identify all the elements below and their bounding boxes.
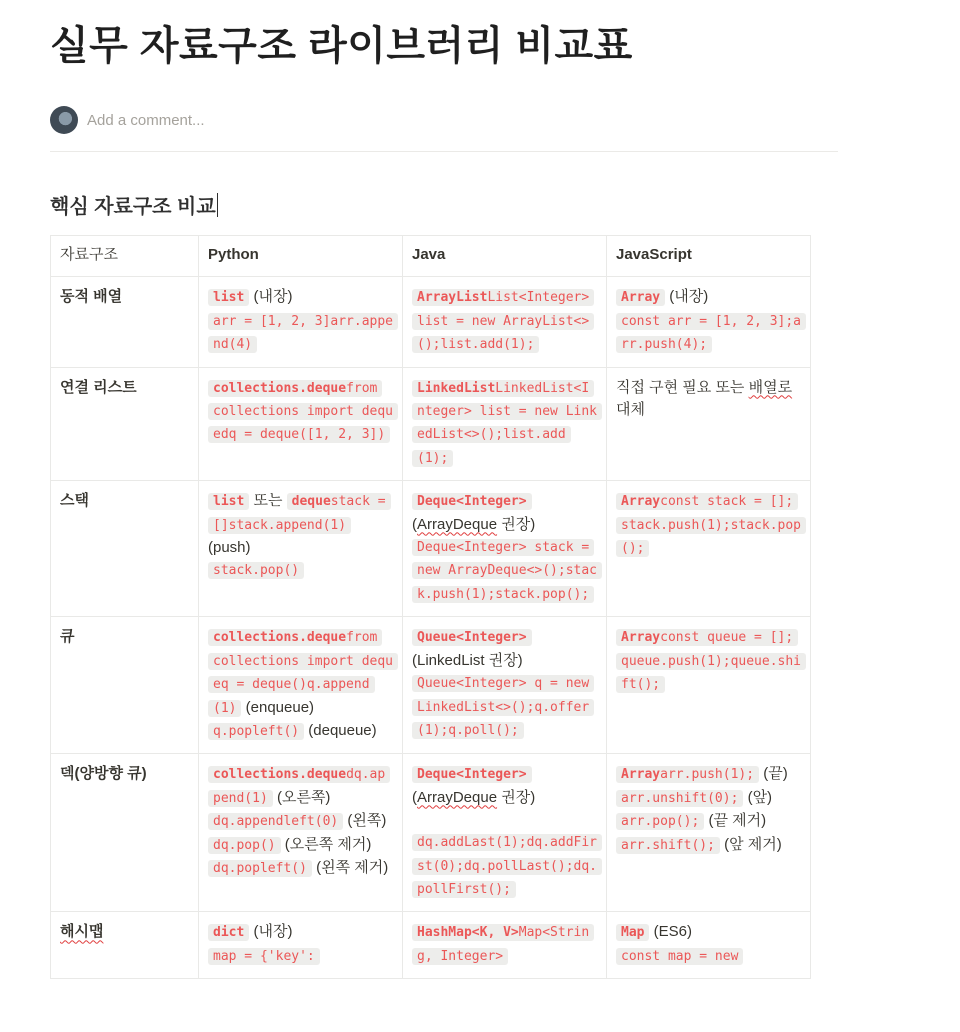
code-keyword-text: list bbox=[213, 290, 245, 306]
row-label[interactable]: 스택 bbox=[51, 481, 199, 617]
java-cell[interactable] bbox=[403, 481, 607, 617]
code-snippet: Deque<Integer> stack = new ArrayDeque<>();stack.push(1);stack.pop(); bbox=[412, 539, 602, 603]
code-keyword-text: Deque<Integer> bbox=[417, 767, 527, 783]
code-keyword-text: Array bbox=[621, 290, 661, 306]
cell-text: Map<String, Integer> bbox=[417, 925, 590, 964]
table-row bbox=[51, 277, 811, 367]
cell-text: (왼쪽) bbox=[343, 812, 387, 830]
cell-text: (앞) bbox=[743, 788, 773, 806]
code-snippet bbox=[616, 493, 806, 557]
cell-text: arr.push(1); bbox=[660, 767, 755, 783]
javascript-cell[interactable] bbox=[607, 481, 811, 617]
header-cell[interactable]: Python bbox=[199, 236, 403, 277]
header-cell[interactable]: Java bbox=[403, 236, 607, 277]
cell-text: (push) bbox=[208, 539, 251, 557]
cell-text: LinkedList<Integer> list = new LinkedList<>();list.add(1); bbox=[417, 380, 598, 466]
code-keyword bbox=[616, 289, 665, 306]
python-cell[interactable] bbox=[199, 481, 403, 617]
code-keyword-text: ArrayList bbox=[417, 290, 488, 306]
code-snippet bbox=[412, 380, 602, 467]
spellcheck-word: ArrayDeque bbox=[417, 515, 498, 533]
code-snippet: dq.popleft() bbox=[208, 860, 312, 877]
cell-text bbox=[412, 809, 597, 831]
row-label[interactable]: 큐 bbox=[51, 617, 199, 754]
cell-text: from collections import dequeq = deque()q.append(1) bbox=[213, 630, 394, 716]
cell-text: 또는 bbox=[249, 492, 287, 510]
java-cell[interactable] bbox=[403, 617, 607, 754]
python-cell[interactable] bbox=[199, 367, 403, 481]
table-row bbox=[51, 754, 811, 912]
code-snippet: Queue<Integer> q = new LinkedList<>();q.offer(1);q.poll(); bbox=[412, 675, 594, 739]
code-snippet: arr.pop(); bbox=[616, 813, 704, 830]
row-label[interactable]: 동적 배열 bbox=[51, 277, 199, 367]
spellcheck-word: 해시맵 bbox=[60, 923, 104, 941]
code-keyword bbox=[616, 924, 649, 941]
code-keyword-text: HashMap<K, V> bbox=[417, 925, 519, 941]
java-cell[interactable] bbox=[403, 754, 607, 912]
text-caret bbox=[217, 193, 218, 217]
code-keyword-text: Array bbox=[621, 767, 661, 783]
header-cell[interactable]: JavaScript bbox=[607, 236, 811, 277]
java-cell[interactable] bbox=[403, 277, 607, 367]
code-keyword bbox=[412, 493, 532, 510]
cell-text: (앞 제거) bbox=[719, 835, 782, 853]
cell-text: 권장) bbox=[497, 515, 536, 533]
code-snippet: arr = [1, 2, 3]arr.append(4) bbox=[208, 313, 398, 353]
cell-text: const queue = [];queue.push(1);queue.shift(); bbox=[621, 630, 802, 693]
code-keyword bbox=[412, 766, 532, 783]
add-comment-input[interactable]: Add a comment... bbox=[87, 111, 205, 129]
table-row bbox=[51, 912, 811, 979]
code-snippet bbox=[412, 924, 594, 964]
cell-text: (왼쪽 제거) bbox=[311, 858, 389, 876]
javascript-cell[interactable] bbox=[607, 754, 811, 912]
divider bbox=[50, 151, 838, 152]
spellcheck-word: ArrayDeque bbox=[417, 788, 498, 806]
cell-text: (오른쪽) bbox=[272, 788, 331, 806]
comment-row[interactable] bbox=[50, 106, 205, 134]
code-keyword bbox=[412, 629, 532, 646]
code-snippet bbox=[616, 629, 806, 693]
table-row bbox=[51, 481, 811, 617]
javascript-cell[interactable] bbox=[607, 617, 811, 754]
code-keyword-text: Array bbox=[621, 494, 661, 510]
cell-text: (ES6) bbox=[649, 923, 692, 941]
cell-text: (내장) bbox=[249, 923, 293, 941]
cell-text: (내장) bbox=[665, 288, 709, 306]
javascript-cell[interactable] bbox=[607, 367, 811, 481]
spellcheck-word: 배열로 bbox=[748, 378, 793, 396]
code-keyword bbox=[208, 924, 249, 941]
java-cell[interactable] bbox=[403, 912, 607, 979]
code-keyword-text: list bbox=[213, 494, 245, 510]
cell-text: dq.append(1) bbox=[213, 767, 386, 806]
code-keyword-text: collections.deque bbox=[213, 380, 347, 396]
code-keyword-text: Map bbox=[621, 925, 645, 941]
code-keyword-text: deque bbox=[291, 494, 331, 510]
cell-text: (enqueue) bbox=[241, 698, 315, 716]
cell-text: 핵심 자료구조 비교 bbox=[50, 196, 216, 218]
code-snippet bbox=[208, 380, 398, 444]
cell-text: (dequeue) bbox=[304, 721, 377, 739]
cell-text: 직접 구현 필요 또는 bbox=[616, 378, 749, 396]
java-cell[interactable] bbox=[403, 367, 607, 481]
table-row bbox=[51, 617, 811, 754]
python-cell[interactable] bbox=[199, 617, 403, 754]
code-snippet bbox=[616, 766, 759, 783]
code-keyword bbox=[208, 493, 249, 510]
cell-text: 대체 bbox=[616, 401, 645, 419]
cell-text: (내장) bbox=[249, 288, 293, 306]
cell-text: stack = []stack.append(1) bbox=[213, 494, 386, 533]
cell-text: (끝) bbox=[759, 765, 788, 783]
code-snippet: dq.appendleft(0) bbox=[208, 813, 343, 830]
cell-text: List<Integer> list = new ArrayList<>();list.add(1); bbox=[417, 290, 590, 353]
code-keyword-text: collections.deque bbox=[213, 630, 347, 646]
row-label[interactable]: 덱(양방향 큐) bbox=[51, 754, 199, 912]
code-keyword-text: Deque<Integer> bbox=[417, 494, 527, 510]
javascript-cell[interactable] bbox=[607, 277, 811, 367]
python-cell[interactable] bbox=[199, 277, 403, 367]
code-snippet: map = {'key': bbox=[208, 948, 320, 965]
row-label[interactable]: 연결 리스트 bbox=[51, 367, 199, 481]
section-heading[interactable] bbox=[50, 190, 218, 219]
code-snippet: stack.pop() bbox=[208, 562, 304, 579]
code-snippet: q.popleft() bbox=[208, 723, 304, 740]
javascript-cell[interactable] bbox=[607, 912, 811, 979]
cell-text: 권장) bbox=[497, 788, 536, 806]
cell-text: (끝 제거) bbox=[704, 812, 767, 830]
table-row bbox=[51, 367, 811, 481]
code-keyword bbox=[208, 289, 249, 306]
cell-text: const stack = [];stack.push(1);stack.pop(); bbox=[621, 494, 802, 557]
code-snippet: arr.shift(); bbox=[616, 837, 720, 854]
code-keyword-text: Array bbox=[621, 630, 661, 646]
code-keyword-text: collections.deque bbox=[213, 767, 347, 783]
code-snippet: dq.pop() bbox=[208, 837, 281, 854]
cell-text: (오른쪽 제거) bbox=[280, 835, 372, 853]
code-snippet: const map = new bbox=[616, 948, 743, 965]
code-keyword-text: dict bbox=[213, 925, 245, 941]
comparison-table bbox=[50, 235, 811, 979]
cell-text: ( bbox=[412, 788, 417, 806]
code-snippet: dq.addLast(1);dq.addFirst(0);dq.pollLast();dq.pollFirst(); bbox=[412, 834, 602, 898]
table-header-row bbox=[51, 236, 811, 277]
page-title: 실무 자료구조 라이브러리 비교표 bbox=[50, 24, 633, 68]
cell-text: (LinkedList 권장) bbox=[412, 651, 523, 669]
python-cell[interactable] bbox=[199, 912, 403, 979]
code-keyword-text: LinkedList bbox=[417, 380, 496, 396]
avatar bbox=[50, 106, 78, 134]
code-keyword-text: Queue<Integer> bbox=[417, 630, 527, 646]
cell-text: from collections import dequedq = deque([1, 2, 3]) bbox=[213, 380, 394, 443]
header-cell[interactable]: 자료구조 bbox=[51, 236, 199, 277]
code-snippet: arr.unshift(0); bbox=[616, 790, 743, 807]
cell-text: ( bbox=[412, 515, 417, 533]
code-snippet: const arr = [1, 2, 3];arr.push(4); bbox=[616, 313, 806, 353]
python-cell[interactable] bbox=[199, 754, 403, 912]
row-label[interactable] bbox=[51, 912, 199, 979]
code-snippet bbox=[412, 289, 594, 353]
